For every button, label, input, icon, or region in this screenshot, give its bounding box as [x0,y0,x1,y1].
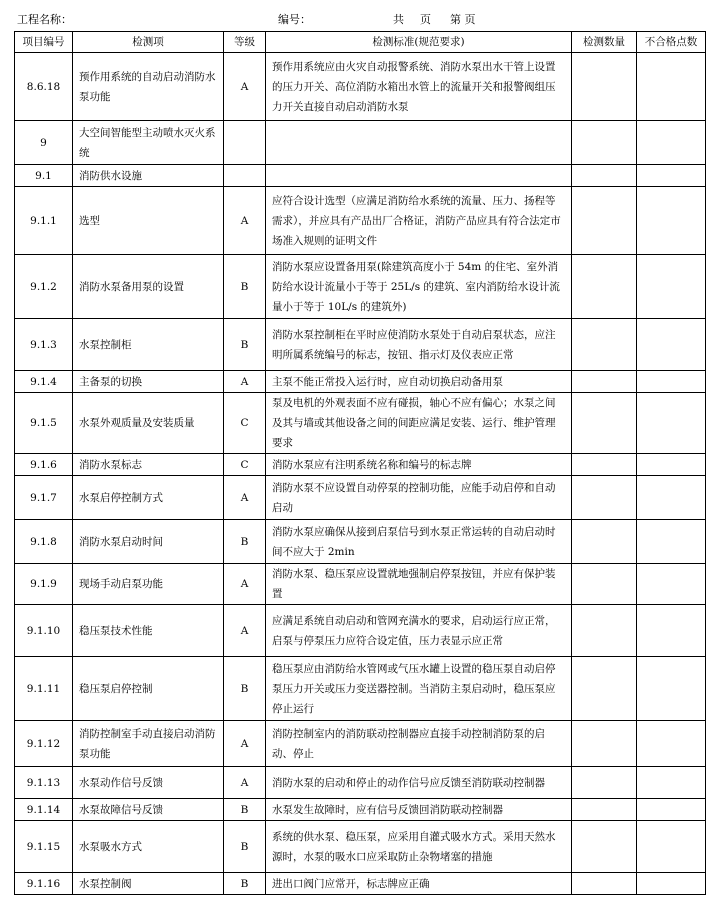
item-grade: C [224,454,266,476]
item-failures [637,454,706,476]
item-failures [637,121,706,165]
table-row [15,255,706,319]
item-quantity [572,53,637,121]
item-grade: C [224,393,266,454]
item-failures [637,799,706,821]
item-standard: 消防水泵的启动和停止的动作信号应反馈至消防联动控制器 [266,767,572,799]
item-code: 9.1.13 [15,767,73,799]
item-name: 消防水泵启动时间 [73,520,224,564]
item-failures [637,319,706,371]
table-row [15,319,706,371]
column-header-grade: 等级 [224,32,266,53]
item-standard [266,165,572,187]
item-failures [637,371,706,393]
item-code: 9.1.10 [15,605,73,657]
item-standard: 稳压泵应由消防给水管网或气压水罐上设置的稳压泵自动启停泵压力开关或压力变送器控制。当消防主泵启动时，稳压泵应停止运行 [266,657,572,721]
item-grade: A [224,371,266,393]
item-failures [637,605,706,657]
item-quantity [572,454,637,476]
item-code: 9.1.8 [15,520,73,564]
column-header-code: 项目编号 [15,32,73,53]
item-standard: 水泵发生故障时，应有信号反馈回消防联动控制器 [266,799,572,821]
item-quantity [572,476,637,520]
item-name: 预作用系统的自动启动消防水泵功能 [73,53,224,121]
form-header [0,12,719,28]
item-name: 选型 [73,187,224,255]
table-row [15,564,706,605]
item-failures [637,821,706,873]
item-quantity [572,520,637,564]
number-label: 编号： [278,13,311,26]
item-code: 9.1.5 [15,393,73,454]
item-standard: 系统的供水泵、稳压泵，应采用自灌式吸水方式。采用天然水源时，水泵的吸水口应采取防止杂物堵塞的措施 [266,821,572,873]
item-failures [637,165,706,187]
item-quantity [572,821,637,873]
table-row [15,873,706,895]
item-name: 主备泵的切换 [73,371,224,393]
item-code: 9.1.1 [15,187,73,255]
item-code: 8.6.18 [15,53,73,121]
item-standard: 应符合设计选型（应满足消防给水系统的流量、压力、扬程等需求），并应具有产品出厂合格证，消防产品应具有符合法定市场准入规则的证明文件 [266,187,572,255]
item-name: 水泵控制阀 [73,873,224,895]
item-failures [637,520,706,564]
item-name: 大空间智能型主动喷水灭火系统 [73,121,224,165]
item-name: 水泵控制柜 [73,319,224,371]
item-code: 9.1.16 [15,873,73,895]
item-failures [637,255,706,319]
item-code: 9.1.3 [15,319,73,371]
item-name: 水泵动作信号反馈 [73,767,224,799]
item-failures [637,721,706,767]
table-row [15,767,706,799]
item-standard: 消防水泵应有注明系统名称和编号的标志牌 [266,454,572,476]
item-code: 9.1 [15,165,73,187]
item-standard: 消防水泵不应设置自动停泵的控制功能，应能手动启停和自动启动 [266,476,572,520]
inspection-table [14,31,706,895]
item-quantity [572,605,637,657]
item-code: 9.1.14 [15,799,73,821]
item-quantity [572,393,637,454]
item-grade: B [224,821,266,873]
item-standard: 泵及电机的外观表面不应有碰损，轴心不应有偏心；水泵之间及其与墙或其他设备之间的间距应满足安装、运行、维护管理要求 [266,393,572,454]
item-name: 消防水泵备用泵的设置 [73,255,224,319]
column-header-failures: 不合格点数 [637,32,706,53]
table-row [15,393,706,454]
item-name: 消防供水设施 [73,165,224,187]
item-failures [637,53,706,121]
item-name: 水泵启停控制方式 [73,476,224,520]
item-failures [637,657,706,721]
item-grade: A [224,187,266,255]
item-quantity [572,873,637,895]
item-grade [224,165,266,187]
table-row [15,454,706,476]
item-quantity [572,721,637,767]
pages-label: 页 [420,13,431,26]
item-code: 9.1.12 [15,721,73,767]
item-standard [266,121,572,165]
item-grade: B [224,873,266,895]
item-quantity [572,165,637,187]
item-name: 水泵故障信号反馈 [73,799,224,821]
item-quantity [572,371,637,393]
item-grade: A [224,53,266,121]
table-row [15,165,706,187]
page-number-label: 第 页 [450,13,476,26]
item-standard: 主泵不能正常投入运行时，应自动切换启动备用泵 [266,371,572,393]
item-quantity [572,799,637,821]
item-name: 水泵吸水方式 [73,821,224,873]
item-code: 9.1.9 [15,564,73,605]
item-code: 9.1.15 [15,821,73,873]
item-standard: 进出口阀门应常开，标志牌应正确 [266,873,572,895]
item-grade: B [224,520,266,564]
item-grade [224,121,266,165]
item-code: 9.1.11 [15,657,73,721]
item-name: 稳压泵技术性能 [73,605,224,657]
item-name: 消防水泵标志 [73,454,224,476]
item-standard: 消防水泵应设置备用泵(除建筑高度小于 54m 的住宅、室外消防给水设计流量小于等于 25L/s 的建筑、室内消防给水设计流量小于等于 10L/s 的建筑外) [266,255,572,319]
item-grade: B [224,799,266,821]
item-quantity [572,121,637,165]
item-failures [637,476,706,520]
table-row [15,821,706,873]
table-row [15,476,706,520]
item-standard: 消防水泵控制柜在平时应使消防水泵处于自动启泵状态，应注明所属系统编号的标志，按钮、指示灯及仪表应正常 [266,319,572,371]
item-standard: 应满足系统自动启动和管网充满水的要求，启动运行应正常，启泵与停泵压力应符合设定值，压力表显示应正常 [266,605,572,657]
item-name: 水泵外观质量及安装质量 [73,393,224,454]
table-row [15,657,706,721]
table-row [15,187,706,255]
item-failures [637,187,706,255]
item-name: 现场手动启泵功能 [73,564,224,605]
table-row [15,371,706,393]
project-name-label: 工程名称： [17,13,72,26]
table-row [15,721,706,767]
item-failures [637,873,706,895]
item-code: 9.1.7 [15,476,73,520]
item-quantity [572,187,637,255]
table-row [15,520,706,564]
item-standard: 消防水泵应确保从接到启泵信号到水泵正常运转的自动启动时间不应大于 2min [266,520,572,564]
item-code: 9.1.2 [15,255,73,319]
column-header-standard: 检测标准(规范要求) [266,32,572,53]
item-code: 9.1.6 [15,454,73,476]
item-grade: A [224,767,266,799]
item-standard: 预作用系统应由火灾自动报警系统、消防水泵出水干管上设置的压力开关、高位消防水箱出水管上的流量开关和报警阀组压力开关直接自动启动消防水泵 [266,53,572,121]
item-failures [637,393,706,454]
item-name: 消防控制室手动直接启动消防泵功能 [73,721,224,767]
item-grade: A [224,605,266,657]
item-code: 9.1.4 [15,371,73,393]
column-header-quantity: 检测数量 [572,32,637,53]
item-grade: B [224,319,266,371]
item-quantity [572,657,637,721]
table-row [15,53,706,121]
item-grade: A [224,476,266,520]
table-row [15,605,706,657]
item-quantity [572,767,637,799]
item-standard: 消防水泵、稳压泵应设置就地强制启停泵按钮，并应有保护装置 [266,564,572,605]
item-name: 稳压泵启停控制 [73,657,224,721]
item-quantity [572,564,637,605]
table-header-row [15,32,706,53]
item-grade: B [224,657,266,721]
column-header-item: 检测项 [73,32,224,53]
item-failures [637,564,706,605]
table-row [15,799,706,821]
item-quantity [572,319,637,371]
item-grade: B [224,255,266,319]
total-pages-label: 共 [393,13,404,26]
item-grade: A [224,721,266,767]
item-quantity [572,255,637,319]
item-standard: 消防控制室内的消防联动控制器应直接手动控制消防泵的启动、停止 [266,721,572,767]
item-code: 9 [15,121,73,165]
item-grade: A [224,564,266,605]
item-failures [637,767,706,799]
table-row [15,121,706,165]
